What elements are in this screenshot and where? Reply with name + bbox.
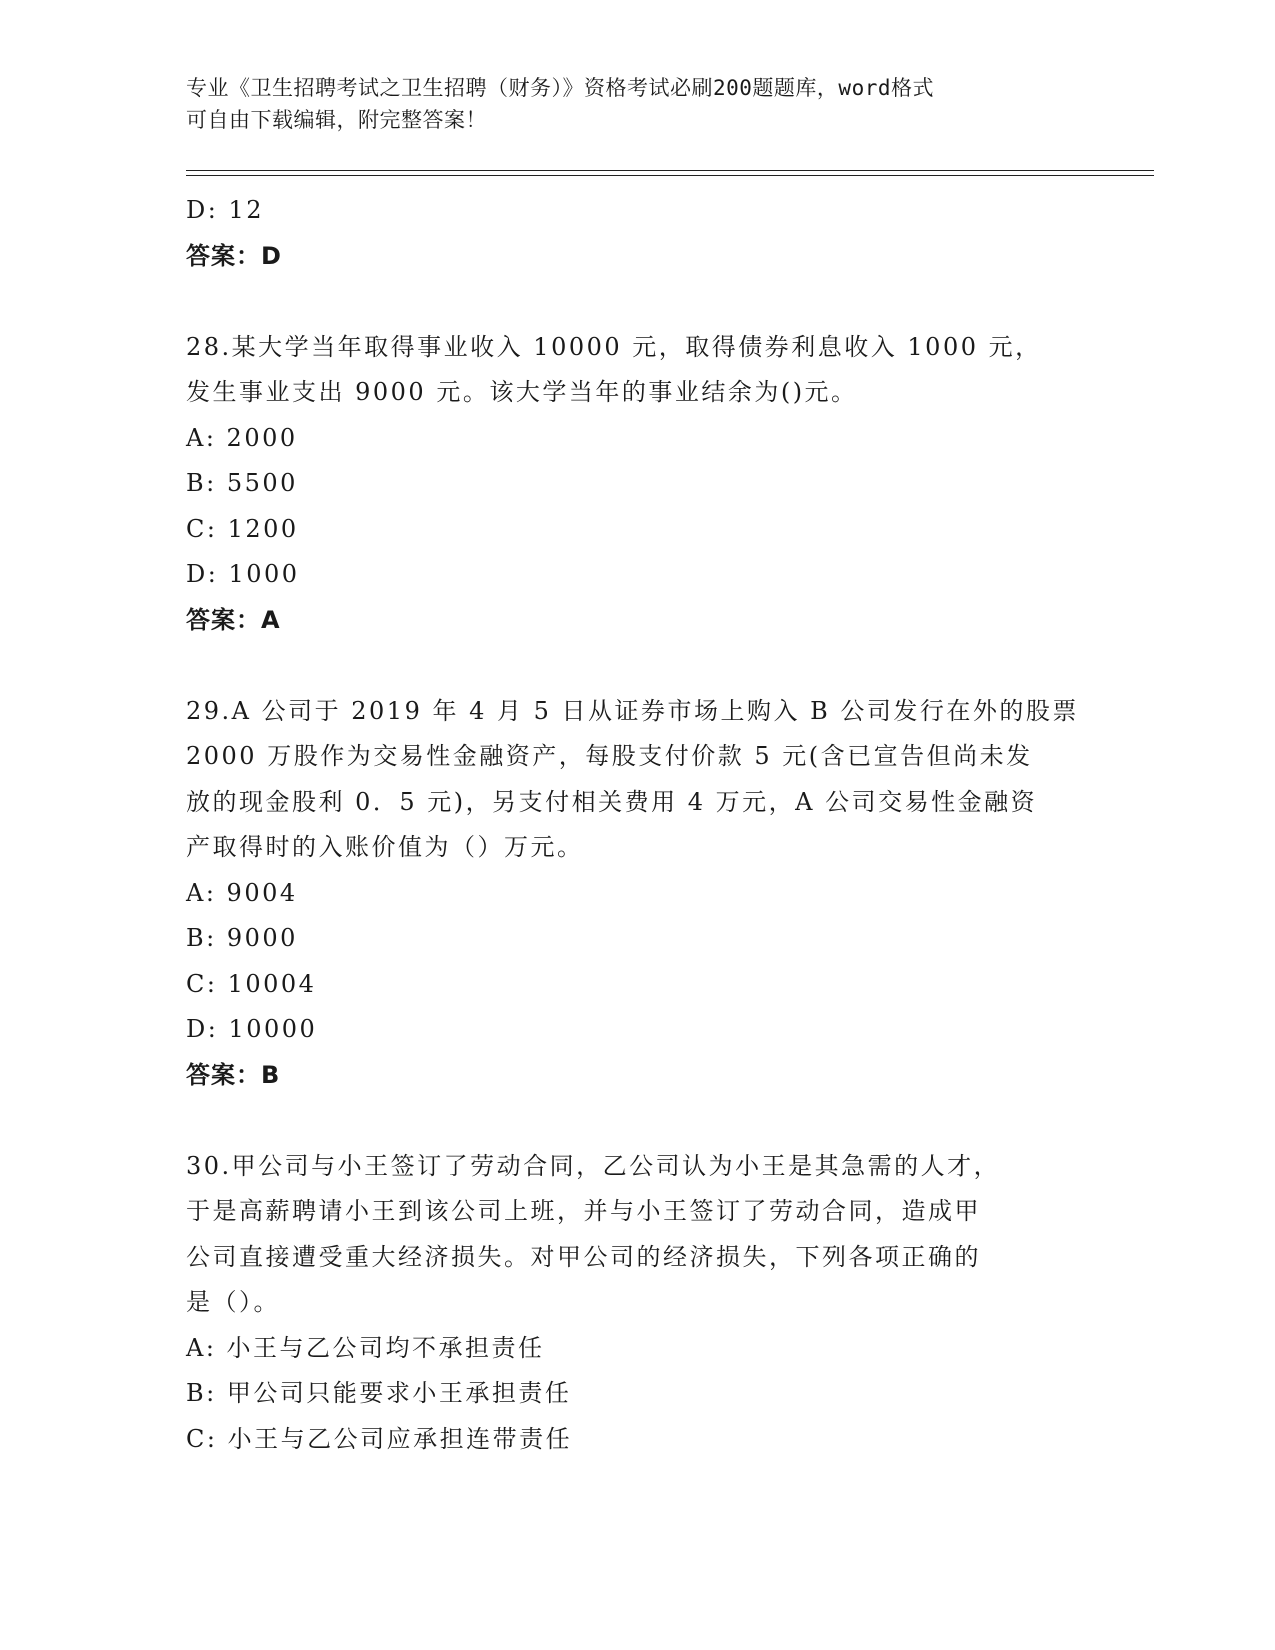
question-text-line: 是（）。 <box>186 1288 280 1316</box>
option-a: A: 2000 <box>186 423 298 452</box>
option-a: A: 小王与乙公司均不承担责任 <box>186 1333 545 1362</box>
question-text-line: 发生事业支出 9000 元。该大学当年的事业结余为()元。 <box>186 378 858 406</box>
question-text-line: 放的现金股利 0．5 元)，另支付相关费用 4 万元，A 公司交易性金融资 <box>186 787 1038 816</box>
option-b: B: 9000 <box>186 924 298 952</box>
question-text-line: 产取得时的入账价值为（）万元。 <box>186 833 584 861</box>
question-text-line: 28.某大学当年取得事业收入 10000 元，取得债券利息收入 1000 元， <box>186 332 1042 361</box>
question-text-line: 30.甲公司与小王签订了劳动合同，乙公司认为小王是其急需的人才， <box>186 1151 1001 1180</box>
document-body <box>186 188 1086 1462</box>
option-d: D: 1000 <box>186 560 300 588</box>
spacer <box>186 279 1086 325</box>
prev-answer: 答案：D <box>186 241 282 270</box>
option-b: B: 5500 <box>186 469 298 497</box>
header-rule-bottom <box>186 175 1154 176</box>
option-d: D: 10000 <box>186 1015 318 1043</box>
prev-option-d: D: 12 <box>186 196 264 224</box>
page-header <box>186 72 1066 136</box>
question-text-line: 2000 万股作为交易性金融资产，每股支付价款 5 元(含已宣告但尚未发 <box>186 742 1033 770</box>
answer: 答案：B <box>186 1060 281 1089</box>
spacer <box>186 1098 1086 1144</box>
question-30 <box>186 1144 1086 1463</box>
option-c: C: 1200 <box>186 514 299 543</box>
header-rule-top <box>186 170 1154 171</box>
question-29 <box>186 689 1086 1099</box>
answer: 答案：A <box>186 605 281 634</box>
question-text-line: 29.A 公司于 2019 年 4 月 5 日从证券市场上购入 B 公司发行在外的股票 <box>186 696 1079 725</box>
question-28 <box>186 325 1086 644</box>
option-c: C: 小王与乙公司应承担连带责任 <box>186 1424 573 1453</box>
header-line-1: 专业《卫生招聘考试之卫生招聘（财务）》资格考试必刷200题题库，word格式 <box>186 76 934 100</box>
option-c: C: 10004 <box>186 969 317 998</box>
spacer <box>186 643 1086 689</box>
question-text-line: 于是高薪聘请小王到该公司上班，并与小王签订了劳动合同，造成甲 <box>186 1197 981 1225</box>
question-text-line: 公司直接遭受重大经济损失。对甲公司的经济损失，下列各项正确的 <box>186 1242 981 1271</box>
header-line-2: 可自由下载编辑，附完整答案！ <box>186 108 487 132</box>
option-a: A: 9004 <box>186 878 298 907</box>
option-b: B: 甲公司只能要求小王承担责任 <box>186 1379 572 1407</box>
